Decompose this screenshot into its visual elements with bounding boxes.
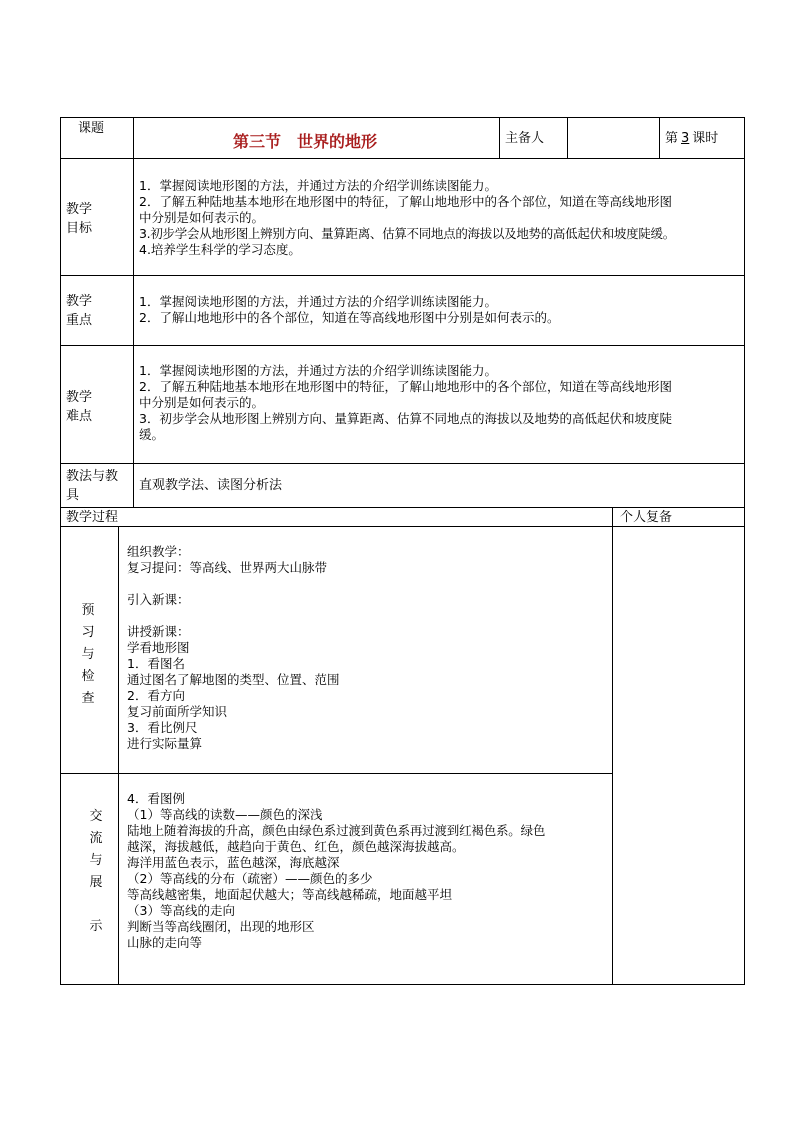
key-points-line: 2．了解山地地形中的各个部位，知道在等高线地形图中分别是如何表示的。 — [139, 310, 560, 325]
difficulties-label — [66, 388, 92, 426]
preview-line: 复习提问：等高线、世界两大山脉带 — [127, 560, 328, 575]
exchange-line: 海洋用蓝色表示，蓝色越深，海底越深 — [127, 855, 340, 870]
preparer-label: 主备人 — [505, 131, 545, 146]
key-points-label-line-1: 教学 — [66, 294, 93, 309]
difficulties-line: 2．了解五种陆地基本地形在地形图中的特征，了解山地地形中的各个部位，知道在等高线地形图 — [139, 379, 672, 394]
preview-line: 1．看图名 — [127, 656, 185, 671]
preview-content — [127, 544, 607, 752]
row-divider-methods — [60, 507, 745, 508]
exchange-label-char: 示 — [89, 919, 103, 934]
personal-column-divider — [612, 507, 613, 985]
objectives-label-line-1: 教学 — [66, 202, 93, 217]
exchange-line: 等高线越密集，地面起伏越大；等高线越稀疏，地面越平坦 — [127, 887, 453, 902]
difficulties-line: 3．初步学会从地形图上辨别方向、量算距离、估算不同地点的海拔以及地势的高低起伏和坡度陡 — [139, 411, 672, 426]
preparer-label-divider — [567, 117, 568, 159]
table-border-bottom — [60, 984, 745, 985]
objectives-line: 4.培养学生科学的学习态度。 — [139, 242, 301, 257]
exchange-line: 陆地上随着海拔的升高，颜色由绿色系过渡到黄色系再过渡到红褐色系。绿色 — [127, 823, 546, 838]
exchange-label-char: 交 — [89, 809, 103, 824]
table-border-right — [744, 117, 745, 985]
preview-line: 讲授新课： — [127, 624, 190, 639]
exchange-line: 越深，海拔越低，越趋向于黄色、红色，颜色越深海拔越高。 — [127, 839, 465, 854]
objectives-label-line-2: 目标 — [66, 221, 93, 236]
lesson-title: 第三节 世界的地形 — [233, 132, 378, 151]
methods-label-line-2: 具 — [66, 488, 80, 503]
row-divider-process-header — [60, 526, 745, 527]
preview-line: 通过图名了解地图的类型、位置、范围 — [127, 672, 340, 687]
methods-content: 直观教学法、读图分析法 — [139, 478, 283, 493]
row-divider-key-points — [60, 345, 745, 346]
objectives-label — [66, 200, 92, 238]
objectives-content — [139, 178, 739, 258]
preview-label-char: 与 — [81, 647, 95, 662]
key-points-label — [66, 292, 92, 330]
process-label-divider — [118, 526, 119, 985]
period-indicator — [665, 131, 718, 147]
objectives-line: 2．了解五种陆地基本地形在地形图中的特征，了解山地地形中的各个部位，知道在等高线地形图 — [139, 194, 672, 209]
difficulties-line: 缓。 — [139, 427, 165, 442]
personal-review-label: 个人复备 — [620, 510, 673, 525]
key-points-label-line-2: 重点 — [66, 313, 93, 328]
preview-line: 进行实际量算 — [127, 736, 203, 751]
exchange-line: 4．看图例 — [127, 791, 185, 806]
exchange-content — [127, 791, 607, 951]
table-border-top — [60, 117, 745, 118]
objectives-line: 3.初步学会从地形图上辨别方向、量算距离、估算不同地点的海拔以及地势的高低起伏和坡度陡缓。 — [139, 226, 675, 241]
preview-label-char: 查 — [81, 691, 95, 706]
period-suffix: 课时 — [692, 131, 719, 146]
exchange-label-char: 展 — [89, 875, 103, 890]
row-divider-preview — [60, 773, 613, 774]
preview-section-label — [78, 600, 98, 710]
period-number: 3 — [681, 131, 690, 146]
row-divider-objectives — [60, 275, 745, 276]
key-points-content — [139, 294, 739, 326]
preview-line: 引入新课： — [127, 592, 190, 607]
exchange-line: （2）等高线的分布（疏密）——颜色的多少 — [127, 871, 373, 886]
preview-line: 2．看方向 — [127, 688, 185, 703]
preview-line: 学看地形图 — [127, 640, 190, 655]
exchange-line: 山脉的走向等 — [127, 935, 203, 950]
difficulties-content — [139, 363, 739, 443]
preview-label-char: 检 — [81, 669, 95, 684]
table-border-left — [60, 117, 61, 985]
difficulties-label-line-2: 难点 — [66, 409, 93, 424]
exchange-line: （3）等高线的走向 — [127, 903, 235, 918]
label-column-divider — [133, 117, 134, 507]
difficulties-label-line-1: 教学 — [66, 390, 93, 405]
row-divider-header — [60, 158, 745, 159]
exchange-label-char: 流 — [89, 831, 103, 846]
difficulties-line: 中分别是如何表示的。 — [139, 395, 265, 410]
preview-label-char: 习 — [81, 625, 95, 640]
preview-line: 复习前面所学知识 — [127, 704, 228, 719]
methods-label-line-1: 教法与教 — [66, 469, 119, 484]
methods-label — [66, 467, 118, 505]
process-label: 教学过程 — [66, 510, 119, 525]
exchange-line: （1）等高线的读数——颜色的深浅 — [127, 807, 323, 822]
preview-label-char: 预 — [81, 603, 95, 618]
preview-line — [127, 608, 607, 624]
preview-line: 组织教学： — [127, 544, 190, 559]
exchange-label-char: 与 — [89, 853, 103, 868]
row-divider-difficulties — [60, 463, 745, 464]
key-points-line: 1．掌握阅读地形图的方法，并通过方法的介绍学训练读图能力。 — [139, 294, 497, 309]
topic-label: 课题 — [78, 121, 105, 136]
difficulties-line: 1．掌握阅读地形图的方法，并通过方法的介绍学训练读图能力。 — [139, 363, 497, 378]
exchange-line: 判断当等高线圈闭，出现的地形区 — [127, 919, 315, 934]
exchange-section-label — [86, 806, 106, 938]
period-prefix: 第 — [665, 131, 679, 146]
preview-line: 3．看比例尺 — [127, 720, 198, 735]
title-column-divider — [499, 117, 500, 159]
preparer-value-divider — [659, 117, 660, 159]
preview-line — [127, 576, 607, 592]
objectives-line: 中分别是如何表示的。 — [139, 210, 265, 225]
objectives-line: 1．掌握阅读地形图的方法，并通过方法的介绍学训练读图能力。 — [139, 178, 497, 193]
